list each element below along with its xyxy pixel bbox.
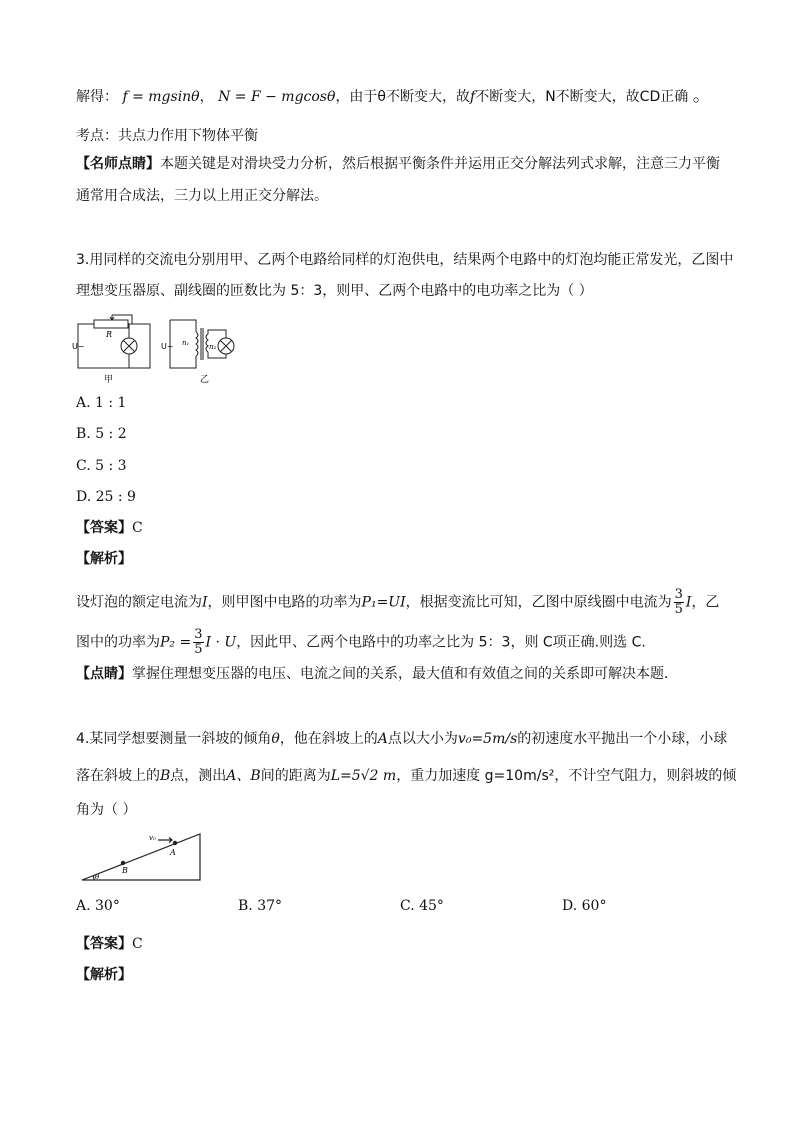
q3-an2-IU: I · U: [205, 634, 237, 651]
q3-fraction-numerator: 3: [674, 587, 683, 602]
q4-slope-figure: [78, 830, 208, 886]
q2-solution-end: 不断变大，N不断变大，故CD正确: [475, 89, 689, 105]
q2-f-variable: f: [470, 89, 476, 105]
q3-point-tag: 【点睛】: [76, 666, 132, 682]
q3-point-line: [76, 664, 678, 684]
q4-answer-tag: 【答案】: [76, 936, 132, 952]
q3-yi-secondary-coil: [206, 334, 208, 352]
q3-point-text: 掌握住理想变压器的电压、电流之间的关系，最大值和有效值之间的关系即可解决本题．: [132, 666, 678, 682]
q2-solution-prefix: 解得：: [76, 89, 118, 105]
q3-yi-primary-coil: [196, 332, 198, 356]
q4-ball-B: [121, 861, 125, 865]
q4-analysis-tag: 【解析】: [76, 967, 132, 983]
q3-answer-tag: 【答案】: [76, 520, 132, 536]
q3-an1-I: I: [202, 594, 208, 611]
q3-an1-P1: P₁=UI: [361, 594, 406, 611]
q3-fraction-denominator: 5: [674, 602, 683, 617]
q3-an1-b: ，则甲图中电路的功率为: [207, 594, 362, 611]
q2-tip-tag: 【名师点睛】: [76, 156, 160, 172]
q4-fig-v0-label: v₀: [149, 834, 156, 842]
q3-jia-R-label: R: [106, 330, 113, 339]
q4-point-A: A: [377, 731, 388, 747]
q2-solution-mid: ，由于θ不断变大，故: [335, 89, 471, 105]
q4-theta: θ: [271, 731, 280, 747]
q3-answer-line: [76, 518, 143, 538]
q3-fraction-3-5: [674, 588, 684, 617]
q4-AB: A、B: [226, 768, 261, 784]
q4-velocity-arrow: [158, 838, 172, 843]
q4-answer-line: [76, 934, 143, 954]
q3-an2-b: ，因此甲、乙两个电路中的功率之比为 5：3，则 C项正确.则选 C.: [236, 634, 646, 651]
q4-stem-line2: [76, 766, 736, 786]
q4-v0: v₀=5m/s: [457, 731, 518, 747]
q3-yi-source-label: U~: [161, 342, 174, 351]
q3-an1-a: 设灯泡的额定电流为: [76, 594, 202, 611]
q4-option-b: B. 37°: [238, 898, 283, 914]
q2-kaodian: 考点：共点力作用下物体平衡: [76, 128, 258, 144]
q3-answer-value: C: [132, 520, 143, 536]
q3-jia-wire-loop: [78, 324, 150, 368]
q3-an2-a: 图中的功率为: [76, 634, 160, 651]
q3-analysis-line2: [76, 628, 646, 657]
q4-L: L=5√2 m: [330, 768, 397, 784]
q2-tip-line1: [76, 154, 720, 174]
q3-stem-line1: 3.用同样的交流电分别用甲、乙两个电路给同样的灯泡供电，结果两个电路中的灯泡均能正常发光，乙图中: [76, 252, 734, 268]
q4-l2-a: 落在斜坡上的: [76, 768, 160, 784]
q4-point-B: B: [160, 768, 171, 784]
q3-jia-resistor: [94, 320, 128, 328]
q3-fraction-b-numerator: 3: [194, 627, 203, 642]
q3-an1-c: ，根据变流比可知，乙图中原线圈中电流为: [405, 594, 672, 611]
q2-equation-normal: N = F − mgcosθ: [218, 89, 336, 105]
q4-option-c: C. 45°: [400, 898, 444, 914]
q3-option-a: A. 1 : 1: [76, 395, 127, 411]
q3-circuit-yi-figure: [162, 312, 254, 384]
q4-fig-A-label: A: [170, 848, 176, 857]
q4-angle-arc: [93, 876, 94, 881]
q4-l2-c: 间的距离为: [260, 768, 331, 784]
q4-option-d: D. 60°: [562, 898, 607, 914]
q3-an1-I2: I: [685, 594, 692, 611]
q2-equation-friction: f = mgsinθ: [122, 89, 200, 105]
q3-analysis-tag: 【解析】: [76, 551, 132, 567]
q3-analysis-line1: [76, 588, 719, 617]
q4-fig-theta-label: θ: [95, 873, 100, 881]
q3-fraction-3-5-b: [193, 628, 203, 657]
q3-fraction-b-denominator: 5: [194, 642, 203, 657]
q3-option-c: C. 5 : 3: [76, 458, 127, 474]
q2-solution-line: 解得： f = mgsinθ， N = F − mgcosθ，由于θ不断变大，故f不断变大，N不断变大，故CD正确 。: [76, 85, 711, 106]
q4-stem-line1: [76, 729, 727, 749]
q3-stem-line2: 理想变压器原、副线圈的匝数比为 5：3，则甲、乙两个电路中的电功率之比为（ ）: [76, 283, 593, 299]
q3-an1-d: ，乙: [691, 594, 720, 611]
q4-ball-A: [173, 841, 177, 845]
q4-slope-triangle: [82, 834, 200, 880]
q4-l1-b: ，他在斜坡上的: [279, 731, 378, 747]
q2-solution-tail: 。: [692, 85, 711, 106]
q4-option-a: A. 30°: [76, 898, 120, 914]
q3-jia-caption: 甲: [104, 375, 114, 385]
q3-an2-P2: P₂ =: [160, 634, 192, 651]
q2-tip-line2: 通常用合成法，三力以上用正交分解法。: [76, 188, 328, 204]
q4-l1-a: 4.某同学想要测量一斜坡的倾角: [76, 731, 272, 747]
q4-l1-d: 的初速度水平抛出一个小球，小球: [517, 731, 728, 747]
q3-circuit-jia-figure: [74, 312, 162, 384]
q4-l2-b: 点，测出: [170, 768, 227, 784]
q3-yi-caption: 乙: [200, 375, 210, 385]
q3-option-d: D. 25 : 9: [76, 489, 136, 505]
q2-tip-text1: 本题关键是对滑块受力分析，然后根据平衡条件并运用正交分解法列式求解，注意三力平衡: [160, 156, 720, 172]
q4-fig-B-label: B: [122, 866, 128, 875]
q4-l2-d: ，重力加速度 g=10m/s²，不计空气阻力，则斜坡的倾: [396, 768, 737, 784]
q3-yi-n1-label: n₁: [182, 339, 190, 347]
q3-jia-slider-arrow: [110, 315, 114, 320]
q3-jia-source-label: U~: [72, 342, 85, 351]
q4-l1-c: 点以大小为: [387, 731, 458, 747]
q4-answer-value: C: [132, 936, 143, 952]
q4-stem-line3: 角为（ ）: [76, 802, 137, 818]
q3-option-b: B. 5 : 2: [76, 426, 127, 442]
q3-yi-n2-label: n₂: [209, 343, 217, 351]
